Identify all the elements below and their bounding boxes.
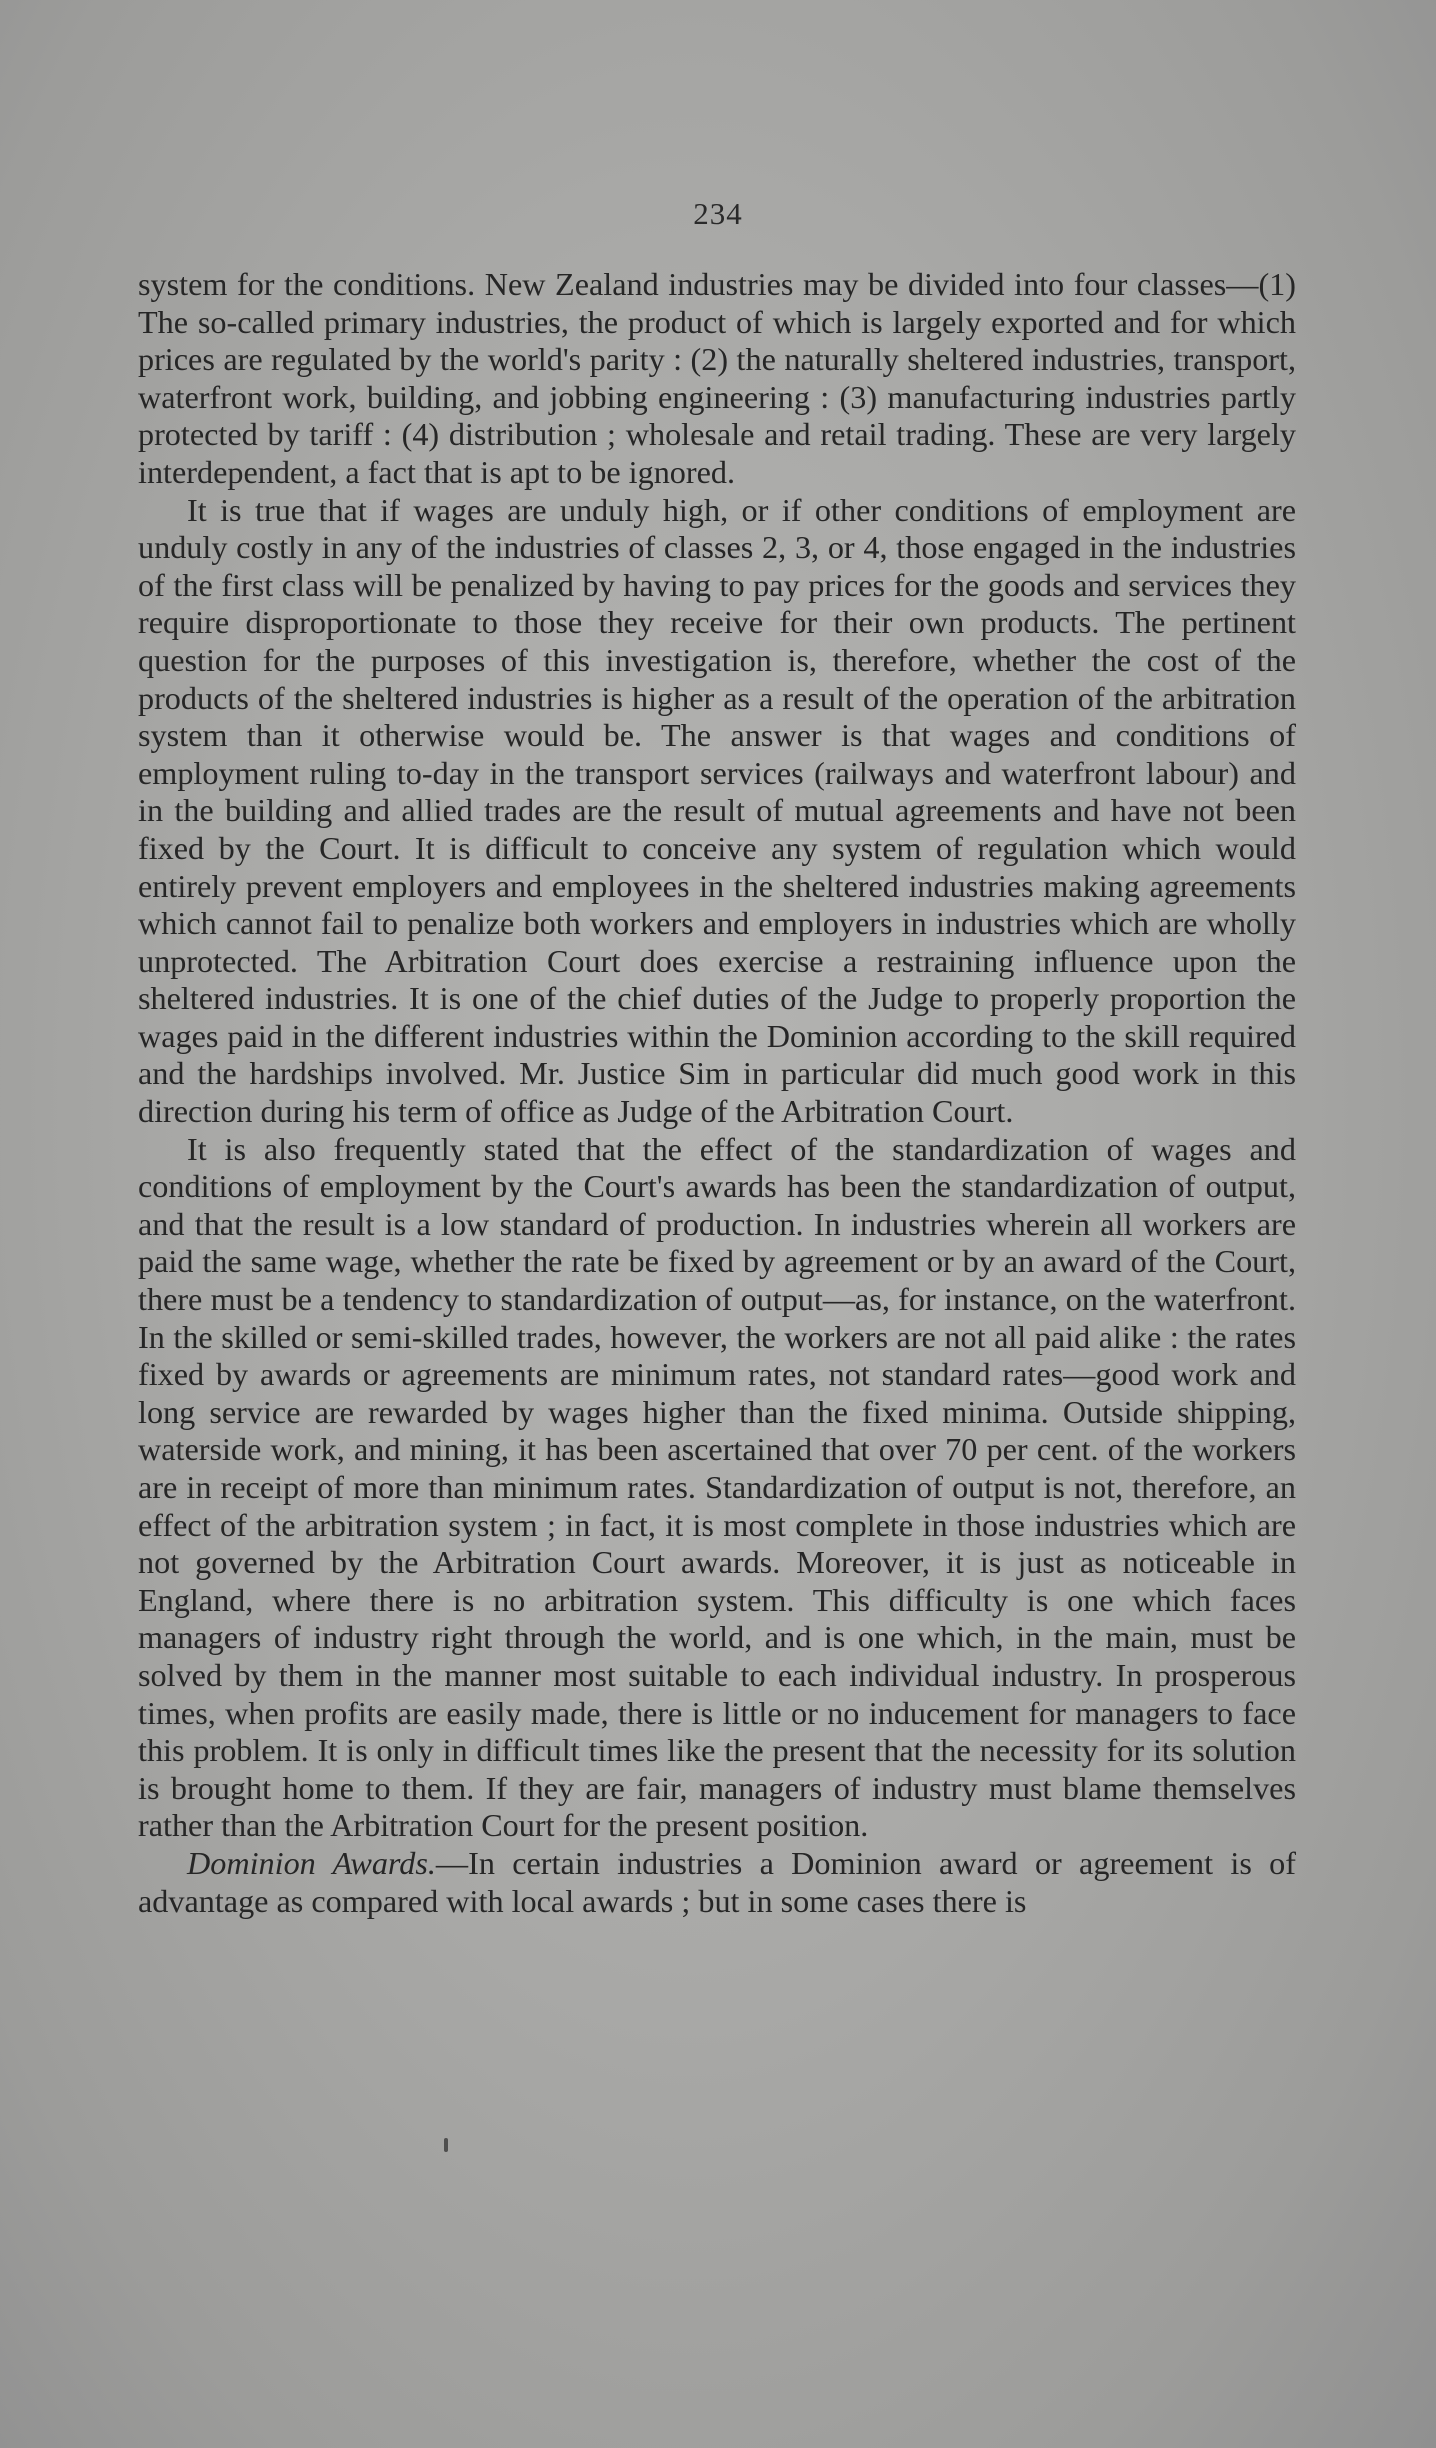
page-number: 234: [693, 196, 743, 231]
paragraph-wages-sheltered-industries: It is true that if wages are unduly high, or if other conditions of employment are unduly costly in any of the industries of classes 2, 3, or 4, those engaged in the industries of the first class will be penalized by having to pay prices for the goods and services they require disproportionate to those they receive for their own products. The pertinent question for the purposes of this investigation is, therefore, whether the cost of the products of the sheltered industries is higher as a result of the operation of the arbitration system than it otherwise would be. The answer is that wages and conditions of employment ruling to-day in the transport services (railways and waterfront labour) and in the building and allied trades are the result of mutual agreements and have not been fixed by the Court. It is difficult to conceive any system of regulation which would entirely prevent employers and employees in the sheltered industries making agreements which cannot fail to penalize both workers and employers in industries which are wholly unprotected. The Arbitration Court does exercise a restraining influence upon the sheltered industries. It is one of the chief duties of the Judge to properly proportion the wages paid in the different industries within the Dominion according to the skill required and the hardships involved. Mr. Justice Sim in particular did much good work in this direction during his term of office as Judge of the Arbitration Court.: [138, 491, 1296, 1130]
body-text: [138, 266, 1296, 1920]
paragraph-standardization-of-output: It is also frequently stated that the effect of the standardization of wages and conditions of employment by the Court's awards has been the standardization of output, and that the result is a low standard of production. In industries wherein all workers are paid the same wage, whether the rate be fixed by agreement or by an award of the Court, there must be a tendency to standardization of output—as, for instance, on the waterfront. In the skilled or semi-skilled trades, however, the workers are not all paid alike : the rates fixed by awards or agreements are minimum rates, not standard rates—good work and long service are rewarded by wages higher than the fixed minima. Outside shipping, waterside work, and mining, it has been ascertained that over 70 per cent. of the workers are in receipt of more than minimum rates. Standardization of output is not, therefore, an effect of the arbitration system ; in fact, it is most complete in those industries which are not governed by the Arbitration Court awards. Moreover, it is just as noticeable in England, where there is no arbitration system. This difficulty is one which faces managers of industry right through the world, and is one which, in the main, must be solved by them in the manner most suitable to each individual industry. In prosperous times, when profits are easily made, there is little or no inducement for managers to face this problem. It is only in difficult times like the present that the necessity for its solution is brought home to them. If they are fair, managers of industry must blame themselves rather than the Arbitration Court for the present position.: [138, 1130, 1296, 1844]
paragraph-dominion-awards: [138, 1845, 1296, 1920]
paragraph-dominion-awards-text: —In certain industries a Dominion award or agreement is of advantage as compared with local awards ; but in some cases there is: [138, 1844, 1296, 1919]
ink-speck: [444, 2138, 448, 2152]
paragraph-heading-dominion-awards: Dominion Awards.: [187, 1844, 436, 1881]
paragraph-industry-classes: system for the conditions. New Zealand industries may be divided into four classes—(1) The so-called primary industries, the product of which is largely exported and for which prices are regulated by the world's parity : (2) the naturally sheltered industries, transport, waterfront work, building, and jobbing engineering : (3) manufacturing industries partly protected by tariff : (4) distribution ; wholesale and retail trading. These are very largely interdependent, a fact that is apt to be ignored.: [138, 266, 1296, 490]
